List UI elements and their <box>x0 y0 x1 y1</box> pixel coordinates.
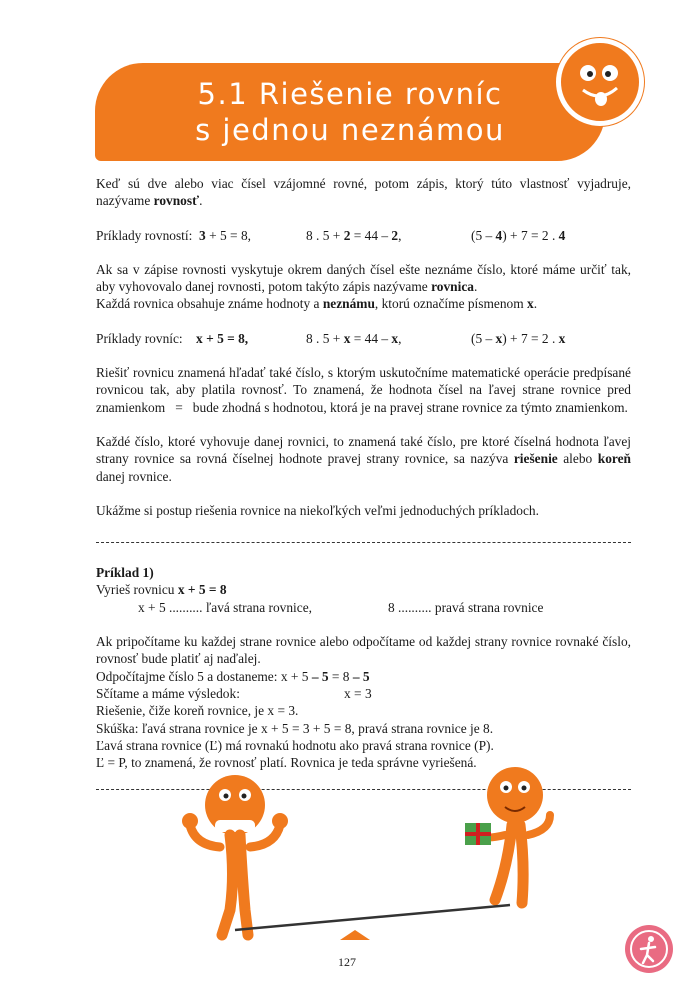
example-1-step-1: Odpočítajme číslo 5 a dostaneme: x + 5 – 5 = 8 – 5 <box>96 668 370 684</box>
example-1-title: Príklad 1) <box>96 565 154 581</box>
example-1-step-5: Ľavá strana rovnice (Ľ) má rovnakú hodnotu ako pravá strana rovnice (P). <box>96 737 494 753</box>
title-banner <box>95 63 605 161</box>
page-content <box>96 175 635 794</box>
example-1-task: Vyrieš rovnicu x + 5 = 8 <box>96 582 227 598</box>
equation-definition: Ak sa v zápise rovnosti vyskytuje okrem daných čísel ešte neznáme číslo, ktoré máme určiť tak, aby vyhovovalo danej rovnosti, potom takýto zápis nazývame rovnica. <box>96 261 631 295</box>
right-figure <box>465 767 550 903</box>
example-1-step-2: Sčítame a máme výsledok: x = 3 <box>96 685 372 701</box>
solving-paragraph: Riešiť rovnicu znamená hľadať také číslo, s ktorým uskutočníme matematické operácie predpísané rovnicou tak, aby platila rovnosť. To znamená, že hodnota čísel na ľavej strane rovnice pred znamienkom = bude zhodná s hodnotou, ktorá je na pravej strane rovnice za týmto znamienkom. <box>96 365 635 415</box>
seesaw-pivot <box>340 930 370 940</box>
title-line-2: s jednou neznámou <box>195 113 505 147</box>
publisher-logo-icon <box>625 925 673 973</box>
equalities-examples: Príklady rovností: 3 + 5 = 8, 8 . 5 + 2 = 44 – 2, (5 – 4) + 7 = 2 . 4 <box>96 227 566 243</box>
examples-intro: Ukážme si postup riešenia rovnice na niekoľkých veľmi jednoduchých príkladoch. <box>96 502 539 518</box>
seesaw-plank <box>235 905 510 930</box>
example-1-step-6: Ľ = P, to znamená, že rovnosť platí. Rovnica je teda správne vyriešená. <box>96 755 477 771</box>
example-1-step-3: Riešenie, čiže koreň rovnice, je x = 3. <box>96 703 299 719</box>
unknown-definition: Každá rovnica obsahuje známe hodnoty a neznámu, ktorú označíme písmenom x. <box>96 296 538 312</box>
left-figure <box>182 775 288 935</box>
intro-paragraph: Keď sú dve alebo viac čísel vzájomné rovné, potom zápis, ktorý túto vlastnosť vyjadruje, nazývame rovnosť. <box>96 176 631 209</box>
gift-icon <box>465 823 491 845</box>
seesaw-illustration <box>150 765 570 945</box>
title-line-1: 5.1 Riešenie rovníc <box>197 77 503 111</box>
example-1-sides: x + 5 .......... ľavá strana rovnice, 8 .......... pravá strana rovnice <box>138 599 544 615</box>
root-paragraph: Každé číslo, ktoré vyhovuje danej rovnici, to znamená také číslo, pre ktoré číselná hodnota ľavej strany rovnice sa rovná číselnej hodnote pravej strany rovnice, sa nazýva riešenie alebo koreň danej rovnice. <box>96 433 631 484</box>
example-1-step-4: Skúška: ľavá strana rovnice je x + 5 = 3 + 5 = 8, pravá strana rovnice je 8. <box>96 720 494 736</box>
divider <box>96 542 631 543</box>
example-1-rule: Ak pripočítame ku každej strane rovnice alebo odpočítame od každej strany rovnice rovnaké číslo, rovnosť bude platiť aj naďalej. <box>96 634 631 667</box>
smiley-icon <box>556 38 644 126</box>
equations-examples: Príklady rovníc: x + 5 = 8, 8 . 5 + x = 44 – x, (5 – x) + 7 = 2 . x <box>96 330 566 346</box>
page-number: 127 <box>338 955 356 969</box>
